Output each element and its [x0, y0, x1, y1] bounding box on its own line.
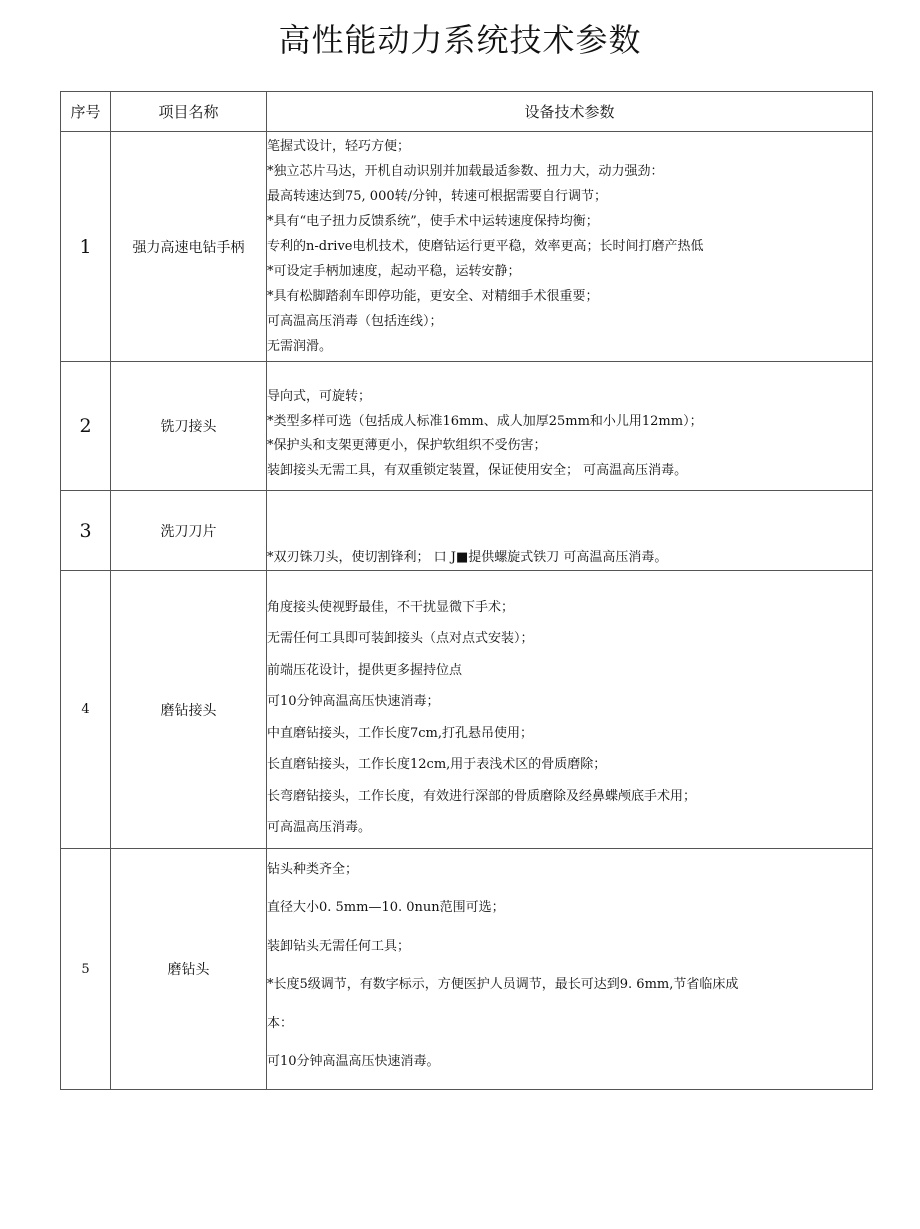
param-line: 直径大小0. 5mm—10. 0nun范围可选； — [267, 900, 505, 915]
row-number: 1 — [61, 132, 111, 362]
param-line: *保护头和支架更薄更小，保护软组织不受伤害； — [267, 438, 547, 453]
param-line: 前端压花设计，提供更多握持位点 — [267, 662, 463, 678]
param-line: 最高转速达到75, 000转/分钟，转速可根据需要自行调节； — [267, 189, 607, 204]
param-line: *具有松脚踏刹车即停功能，更安全、对精细手术很重要； — [267, 289, 599, 304]
param-line: *具有“电子扭力反馈系统”，使手术中运转速度保持均衡； — [267, 214, 599, 229]
header-item-name: 项目名称 — [111, 92, 267, 132]
param-line: *可设定手柄加速度，起动平稳，运转安静； — [267, 264, 521, 279]
param-line: 专利的n-drive电机技术，使磨钻运行更平稳，效率更高；长时间打磨产热低 — [267, 239, 704, 254]
param-cell — [267, 491, 873, 571]
table-row — [61, 362, 873, 491]
table-row — [61, 491, 873, 571]
param-line: 钻头种类齐全； — [267, 861, 359, 877]
param-cell — [267, 571, 873, 849]
param-line: *双刃铢刀头，使切割锋利； 口 J■提供螺旋式铁刀 可高温高压消毒。 — [267, 550, 668, 565]
table-row — [61, 571, 873, 849]
header-index: 序号 — [61, 92, 111, 132]
spec-table — [60, 91, 873, 1090]
row-number: 2 — [61, 362, 111, 491]
param-cell — [267, 132, 873, 362]
param-line: 可10分钟高温高压快速消毒； — [267, 694, 440, 709]
param-line: 长弯磨钻接头，工作长度，有效进行深部的骨质磨除及经鼻蝶颅底手术用； — [267, 788, 697, 804]
param-line: *类型多样可选（包括成人标准16mm、成人加厚25mm和小儿用12mm）； — [267, 413, 703, 429]
param-line: 无需任何工具即可装卸接头（点对点式安装）； — [267, 631, 534, 646]
param-cell — [267, 362, 873, 491]
item-name: 强力高速电钻手柄 — [111, 132, 267, 362]
row-number: 3 — [61, 491, 111, 571]
table-row — [61, 849, 873, 1090]
header-tech-params: 设备技术参数 — [267, 92, 873, 132]
param-line: 本： — [267, 1015, 294, 1031]
param-line: 长直磨钻接头，工作长度12cm,用于表浅术区的骨质磨除； — [267, 757, 607, 772]
table-row — [61, 132, 873, 362]
param-line: 角度接头使视野最佳，不干扰显微下手术； — [267, 599, 515, 615]
param-line: 可高温高压消毒。 — [267, 820, 372, 835]
param-line: *长度5级调节，有数字标示，方便医护人员调节，最长可达到9. 6mm,节省临床成 — [267, 977, 739, 992]
item-name: 洗刀刀片 — [111, 491, 267, 571]
item-name: 铣刀接头 — [111, 362, 267, 491]
table-header-row — [61, 92, 873, 132]
row-number: 5 — [61, 849, 111, 1090]
param-line: 笔握式设计，轻巧方便； — [267, 139, 411, 154]
param-line: *独立芯片马达，开机自动识别并加载最适参数、扭力大，动力强劲： — [267, 164, 664, 179]
param-line: 装卸钻头无需任何工具； — [267, 938, 411, 954]
param-line: 可10分钟高温高压快速消毒。 — [267, 1054, 440, 1069]
param-cell — [267, 849, 873, 1090]
param-line: 无需润滑。 — [267, 339, 333, 354]
row-number: 4 — [61, 571, 111, 849]
param-line: 导向式，可旋转； — [267, 389, 372, 404]
item-name: 磨钻头 — [111, 849, 267, 1090]
param-line: 中直磨钻接头，工作长度7cm,打孔悬吊使用； — [267, 725, 534, 741]
document-title: 高性能动力系统技术参数 — [278, 21, 642, 59]
param-line: 装卸接头无需工具，有双重锁定装置，保证使用安全； 可高温高压消毒。 — [267, 462, 688, 478]
item-name: 磨钻接头 — [111, 571, 267, 849]
param-line: 可高温高压消毒（包括连线）； — [267, 314, 443, 329]
